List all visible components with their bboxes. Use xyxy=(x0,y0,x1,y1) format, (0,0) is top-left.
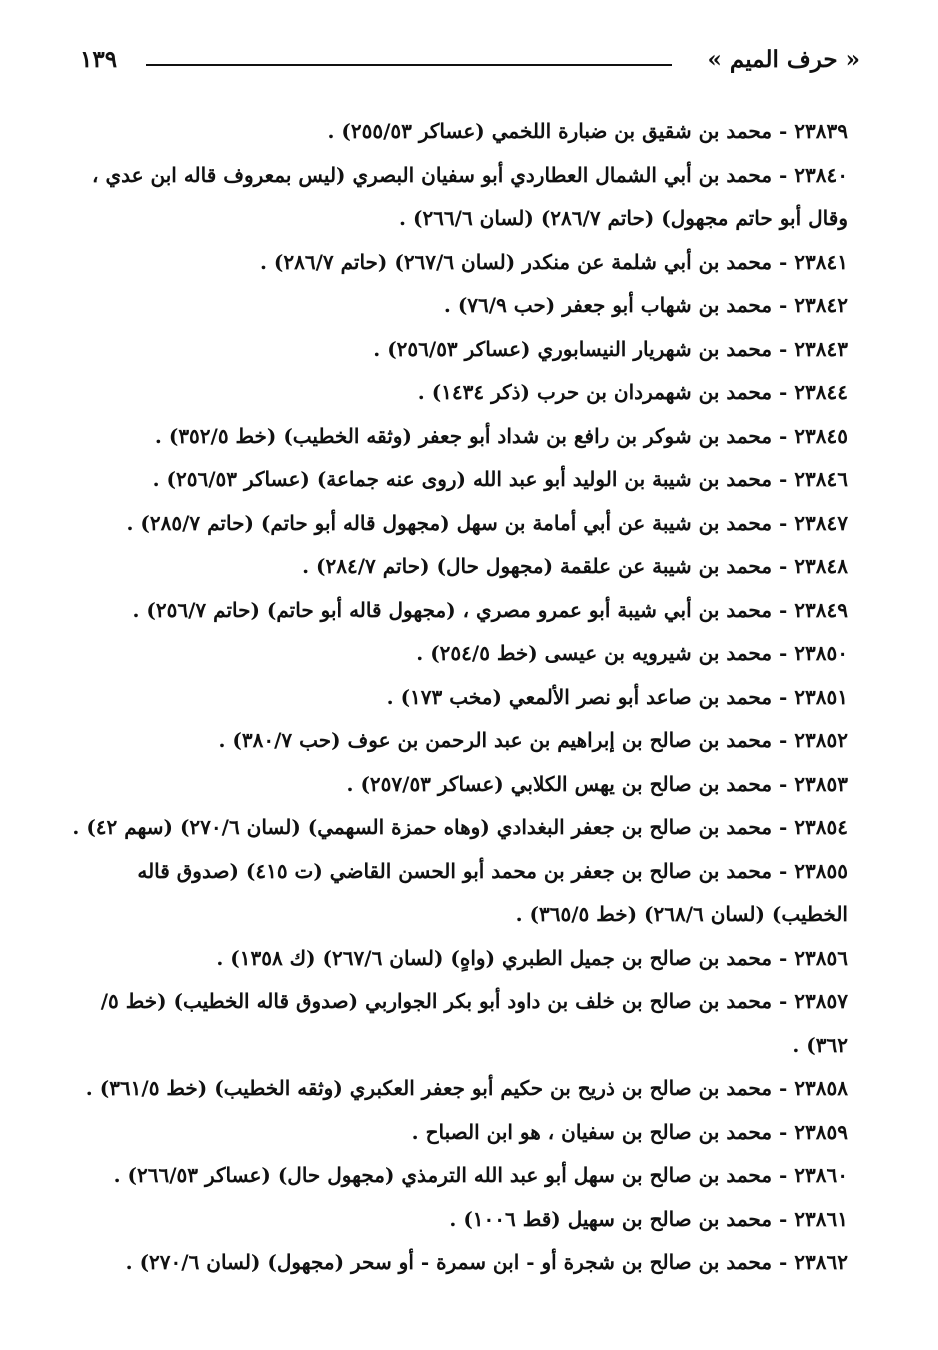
page-header xyxy=(80,46,860,86)
entry: ٢٣٨٤١ - محمد بن أبي شلمة عن منكدر (لسان ٢٦٧/٦) (حاتم ٢٨٦/٧) . xyxy=(259,249,848,274)
entry: ٢٣٨٤٨ - محمد بن شيبة عن علقمة (مجهول حال) (حاتم ٢٨٤/٧) . xyxy=(302,554,848,578)
entry: ٢٣٨٤٥ - محمد بن شوكر بن رافع بن شداد أبو جعفر (وثقه الخطيب) (خط ٣٥٢/٥) . xyxy=(154,423,848,448)
entry: ٢٣٨٥٢ - محمد بن صالح بن إبراهيم بن عبد الرحمن بن عوف (حب ٣٨٠/٧) . xyxy=(218,728,848,752)
entry: ٢٣٨٥٩ - محمد بن صالح بن سفيان ، هو ابن الصباح . xyxy=(411,1119,848,1144)
entry: ٢٣٨٤٩ - محمد بن أبي شيبة أبو عمرو مصري ، (مجهول قاله أبو حاتم) (حاتم ٢٥٦/٧) . xyxy=(132,597,848,622)
entry: ٢٣٨٥٧ - محمد بن صالح بن خلف بن داود أبو بكر الجواربي (صدوق قاله الخطيب) (خط ٥/ ٣٦٢) . xyxy=(100,989,848,1057)
entry: ٢٣٨٤٤ - محمد بن شهمردان بن حرب (ذكر ١٤٣٤) . xyxy=(417,380,848,404)
entry: ٢٣٨٥٥ - محمد بن صالح بن جعفر بن محمد أبو الحسن القاضي (ت ٤١٥) (صدوق قاله الخطيب) (لسان ٢٦٨/٦) (خط ٣٦٥/٥) . xyxy=(137,858,848,926)
entry: ٢٣٨٤٧ - محمد بن شيبة عن أبي أمامة بن سهل (مجهول قاله أبو حاتم) (حاتم ٢٨٥/٧) . xyxy=(126,510,848,535)
entry: ٢٣٨٥١ - محمد بن صاعد أبو نصر الألمعي (مخب ١٧٣) . xyxy=(386,684,848,709)
header-divider xyxy=(146,64,672,66)
entry: ٢٣٨٦١ - محمد بن صالح بن سهيل (قط ١٠٠٦) . xyxy=(449,1206,848,1231)
entry: ٢٣٨٤٠ - محمد بن أبي الشمال العطاردي أبو سفيان البصري (ليس بمعروف قاله ابن عدي ، وقال أبو حاتم مجهول) (حاتم ٢٨٦/٧) (لسان ٢٦٦/٦) . xyxy=(92,162,848,230)
page-number: ١٣٩ xyxy=(80,46,118,73)
entry: ٢٣٨٥٠ - محمد بن شيرويه بن عيسى (خط ٢٥٤/٥) . xyxy=(416,641,848,665)
entry: ٢٣٨٦٠ - محمد بن صالح بن سهل أبو عبد الله الترمذي (مجهول حال) (عساكر ٢٦٦/٥٣) . xyxy=(113,1163,848,1187)
entry: ٢٣٨٥٤ - محمد بن صالح بن جعفر البغدادي (وهاه حمزة السهمي) (لسان ٢٧٠/٦) (سهم ٤٢) . xyxy=(72,815,848,839)
entry: ٢٣٨٥٣ - محمد بن صالح بن يهس الكلابي (عساكر ٢٥٧/٥٣) . xyxy=(346,771,848,796)
entry: ٢٣٨٣٩ - محمد بن شقيق بن ضبارة اللخمي (عساكر ٢٥٥/٥٣) . xyxy=(327,119,848,143)
entry: ٢٣٨٥٦ - محمد بن صالح بن جميل الطبري (واهٍ) (لسان ٢٦٧/٦) (ك ١٣٥٨) . xyxy=(216,945,848,970)
entry: ٢٣٨٤٣ - محمد بن شهريار النيسابوري (عساكر ٢٥٦/٥٣) . xyxy=(373,336,848,361)
entry: ٢٣٨٤٦ - محمد بن شيبة بن الوليد أبو عبد الله (روى عنه جماعة) (عساكر ٢٥٦/٥٣) . xyxy=(152,467,848,491)
entry: ٢٣٨٤٢ - محمد بن شهاب أبو جعفر (حب ٧٦/٩) . xyxy=(443,293,848,317)
entry: ٢٣٨٥٨ - محمد بن صالح بن ذريح بن حكيم أبو جعفر العكبري (وثقه الخطيب) (خط ٣٦١/٥) . xyxy=(85,1076,848,1100)
chapter-title: « حرف الميم » xyxy=(707,46,860,73)
entry: ٢٣٨٦٢ - محمد بن صالح بن شجرة أو - ابن سمرة - أو سحر (مجهول) (لسان ٢٧٠/٦) . xyxy=(125,1250,848,1274)
entry-list xyxy=(62,110,848,1285)
